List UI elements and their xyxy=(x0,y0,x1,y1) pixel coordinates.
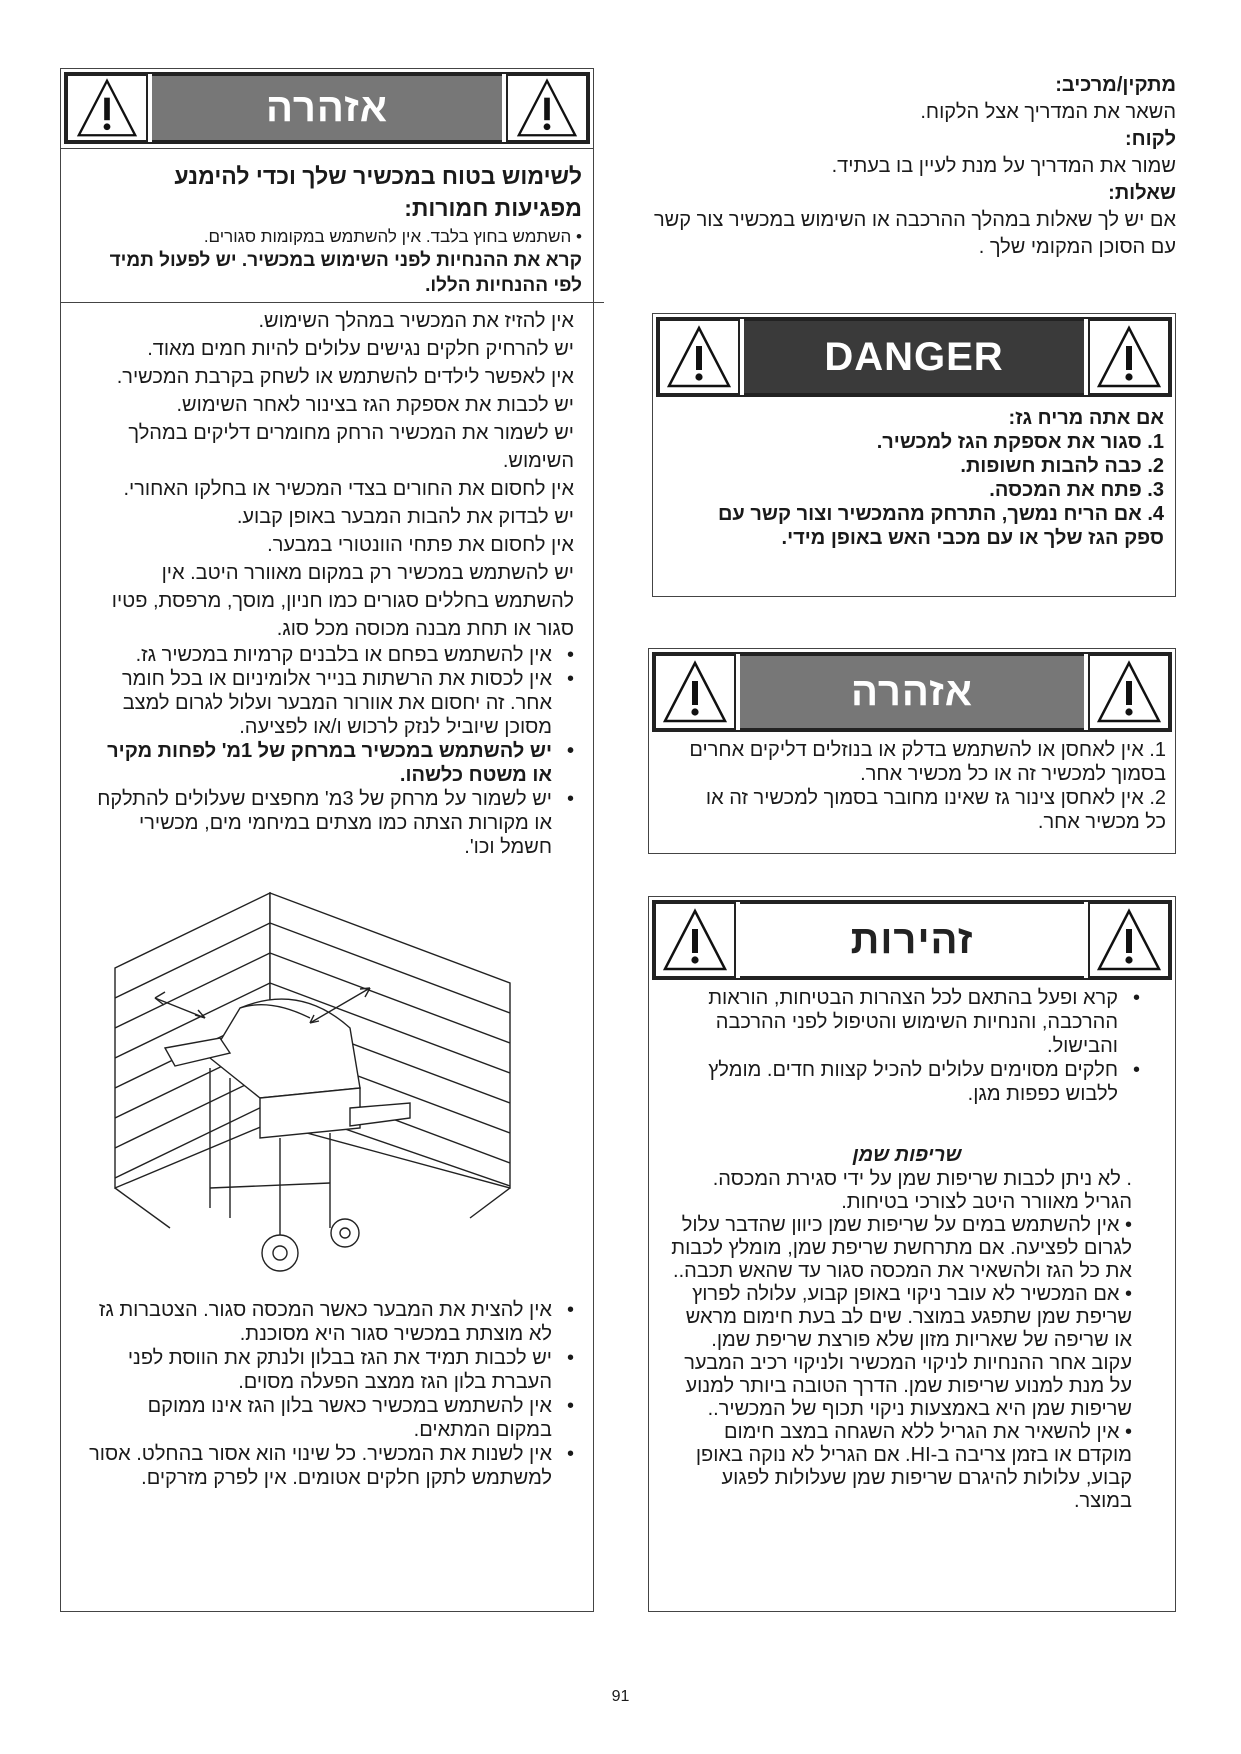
warning-banner-left xyxy=(64,72,590,144)
warning-left-bottom xyxy=(88,1298,582,1490)
grease-item: . לא ניתן לכבות שריפות שמן על ידי סגירת המכסה. הגריל מאוורר היטב לצורכי בטיחות. xyxy=(712,1168,1132,1213)
warning-bullet: • אין לכסות את הרשתות בנייר אלומיניום או בכל חומר אחר. זה יחסום את אוורור המבער ועלול לגרום למצב מסוכן שיוביל לנזק לרכוש ו/או לפציעה. xyxy=(88,667,552,739)
caution-banner xyxy=(652,900,1172,980)
customer-label: לקוח: xyxy=(1124,128,1176,150)
danger-item: 3. פתח את המכסה. xyxy=(989,479,1164,501)
warning-triangle-icon xyxy=(1088,319,1170,395)
warning-bullet: • יש לשמור על מרחק של 3מ' מחפצים שעלולים להתלקח או מקורות הצתה כמו מצתים במיחמי מים, מכשירי חשמל וכו'. xyxy=(88,787,552,859)
caution-item: • קרא ופעל בהתאם לכל הצהרות הבטיחות, הוראות ההרכבה, והנחיות השימוש והטיפול לפני ההרכבה והבישול. xyxy=(666,986,1118,1058)
warning-line: אין לאפשר לילדים להשתמש או לשחק בקרבת המכשיר. xyxy=(116,366,574,388)
warning-triangle-icon xyxy=(654,654,736,730)
outdoor-note: • השתמש בחוץ בלבד. אין להשתמש במקומות סגורים. xyxy=(203,227,582,246)
page-number: 91 xyxy=(611,1688,630,1705)
installer-text: השאר את המדריך אצל הלקוח. xyxy=(920,101,1176,123)
warning-line: אין לחסום את החורים בצדי המכשיר או בחלקו האחורי. xyxy=(123,478,574,500)
danger-item: 2. כבה להבות חשופות. xyxy=(960,455,1164,477)
warning-right-content xyxy=(680,738,1166,834)
warning-right-item: 2. אין לאחסן צינור גז שאינו מחובר בסמוך למכשיר זה או כל מכשיר אחר. xyxy=(705,787,1166,833)
warning-triangle-icon xyxy=(1088,902,1170,978)
danger-content xyxy=(680,406,1164,550)
warning-left-heading: לשימוש בטוח במכשיר שלך וכדי להימנע מפגיעות חמורות: xyxy=(174,163,582,221)
grease-item: • אין להשאיר את הגריל ללא השגחה במצב חימום מוקדם או בזמן צריבה ב-HI. אם הגריל לא נוקה באופן קבוע, עלולות להיגרם שריפות שמן שעלולות לפגוע במוצר. xyxy=(695,1421,1132,1512)
questions-label: שאלות: xyxy=(1108,182,1176,204)
warning-bullet: • יש להשתמש במכשיר במרחק של 1מ' לפחות מקיר או משטח כלשהו. xyxy=(88,739,552,787)
caution-content xyxy=(666,986,1148,1513)
warning-line: אין לחסום את פתחי הוונטורי במבער. xyxy=(267,534,574,556)
warning-line: יש להרחיק חלקים נגישים עלולים להיות חמים מאוד. xyxy=(147,338,574,360)
warning-triangle-icon xyxy=(658,319,740,395)
warning-bullet: • אין להשתמש בפחם או בלבנים קרמיות במכשיר גז. xyxy=(88,643,552,667)
warning-bullet: • אין להצית את המבער כאשר המכסה סגור. הצטברות גז לא מוצתת במכשיר סגור היא מסוכנת. xyxy=(88,1298,552,1346)
warning-line: יש להשתמש במכשיר רק במקום מאוורר היטב. אין להשתמש בחללים סגורים כמו חניון, מוסך, מרפסת, פטיו סגור או תחת מבנה מכוסה מכל סוג. xyxy=(111,562,574,640)
warning-triangle-icon xyxy=(506,74,588,142)
danger-item: 4. אם הריח נמשך, התרחק מהמכשיר וצור קשר עם ספק הגז שלך או עם מכבי האש באופן מידי. xyxy=(718,503,1164,549)
warning-line: יש לשמור את המכשיר הרחק מחומרים דליקים במהלך השימוש. xyxy=(128,422,574,472)
grease-item: • אם המכשיר לא עובר ניקוי באופן קבוע, עלולה לפרוץ שריפת שמן שתפגע במוצר. שים לב בעת חימום מראש או שריפה של שאריות מזון שלא פורצת שריפת שמן. עקוב אחר ההנחיות לניקוי המכשיר ולניקוי רכיב המבער על מנת למנוע שריפות שמן. הדרך הטובה ביותר למנוע שריפות שמן היא באמצעות ניקוי תכוף של המכשיר.. xyxy=(684,1283,1132,1420)
warning-bullet: • אין לשנות את המכשיר. כל שינוי הוא אסור בהחלט. אסור למשתמש לתקן חלקים אטומים. אין לפרק מזרקים. xyxy=(88,1442,552,1490)
warning-banner-right xyxy=(652,652,1172,732)
grease-item: • אין להשתמש במים על שריפות שמן כיוון שהדבר עלול לגרום לפציעה. אם מתרחשת שריפת שמן, מומלץ לכבות את כל הגז ולהשאיר את המכסה סגור עד שהאש תכבה.. xyxy=(671,1214,1132,1282)
danger-lead: אם אתה מריח גז: xyxy=(1008,407,1164,429)
danger-banner xyxy=(656,317,1172,397)
customer-text: שמור את המדריך על מנת לעיין בו בעתיד. xyxy=(831,155,1176,177)
warning-line: אין להזיז את המכשיר במהלך השימוש. xyxy=(258,310,574,332)
warning-title-left: אזהרה xyxy=(265,85,388,130)
warning-triangle-icon xyxy=(1088,654,1170,730)
warning-line: יש לכבות את אספקת הגז בצינור לאחר השימוש. xyxy=(176,394,574,416)
grease-fires-heading: שריפות שמן xyxy=(852,1144,962,1166)
danger-item: 1. סגור את אספקת הגז למכשיר. xyxy=(876,431,1164,453)
warning-triangle-icon xyxy=(66,74,148,142)
caution-title: זהירות xyxy=(850,917,974,962)
warning-line: יש לבדוק את להבות המבער באופן קבוע. xyxy=(236,506,574,528)
warning-right-item: 1. אין לאחסן או להשתמש בדלק או בנוזלים דליקים אחרים בסמוך למכשיר זה או כל מכשיר אחר. xyxy=(689,739,1166,785)
warning-bullet: • יש לכבות תמיד את הגז בבלון ולנתק את הווסת לפני העברת בלון הגז ממצב הפעלה מסוים. xyxy=(88,1346,552,1394)
warning-left-content xyxy=(88,160,582,859)
warning-bullet: • אין להשתמש במכשיר כאשר בלון הגז אינו ממוקם במקום המתאים. xyxy=(88,1394,552,1442)
read-instructions-note: קרא את ההנחיות לפני השימוש במכשיר. יש לפעול תמיד לפי ההנחיות הללו. xyxy=(109,250,582,296)
caution-item: • חלקים מסוימים עלולים להכיל קצוות חדים. מומלץ ללבוש כפפות מגן. xyxy=(666,1058,1118,1106)
installer-label: מתקין/מרכיב: xyxy=(1055,74,1176,96)
danger-title: DANGER xyxy=(824,334,1004,379)
grill-clearance-illustration xyxy=(110,888,530,1288)
warning-triangle-icon xyxy=(654,902,736,978)
warning-title-right: אזהרה xyxy=(850,669,973,714)
intro-block xyxy=(650,72,1176,261)
questions-text: אם יש לך שאלות במהלך ההרכבה או השימוש במכשיר צור קשר עם הסוכן המקומי שלך . xyxy=(653,209,1176,258)
